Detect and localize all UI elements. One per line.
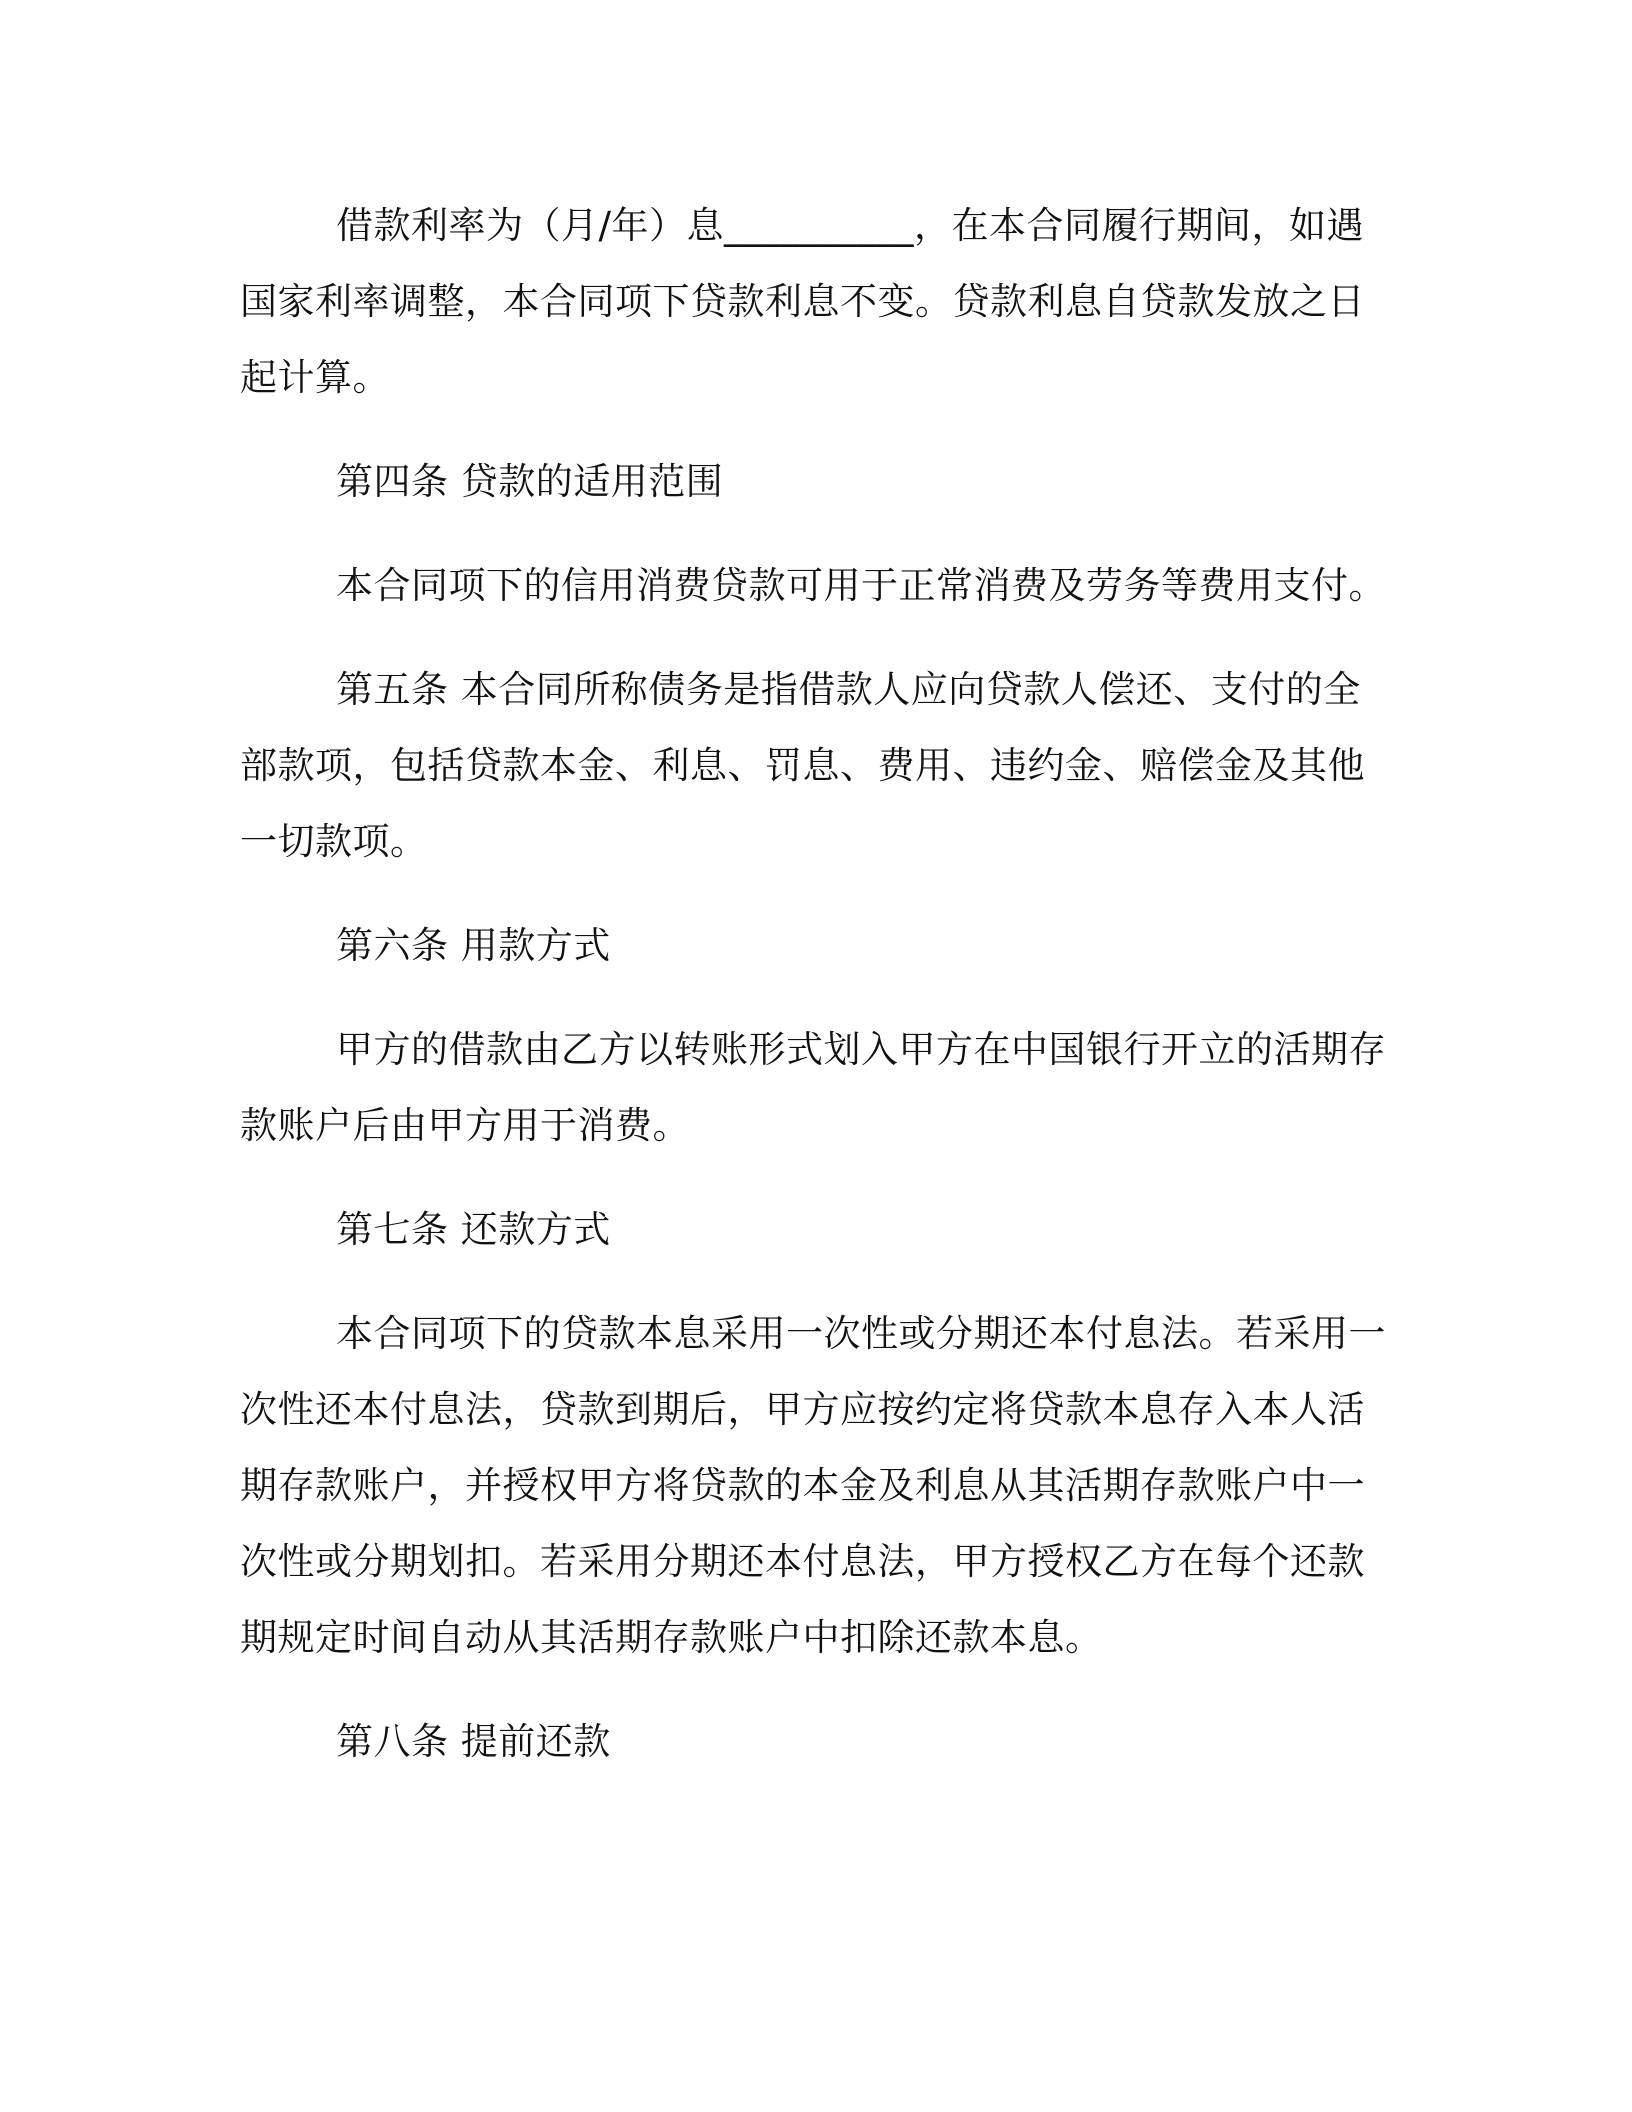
paragraph-article-5: 第五条 本合同所称债务是指借款人应向贷款人偿还、支付的全部款项，包括贷款本金、利息、罚息、费用、违约金、赔偿金及其他一切款项。 [240,668,1365,863]
document-body [240,188,1390,1780]
heading-article-4: 第四条 贷款的适用范围 [336,460,724,503]
paragraph-usage-method: 甲方的借款由乙方以转账形式划入甲方在中国银行开立的活期存款账户后由甲方用于消费。 [240,1028,1386,1147]
heading-article-6: 第六条 用款方式 [336,924,611,967]
heading-article-8: 第八条 提前还款 [336,1720,611,1763]
paragraph-loan-scope: 本合同项下的信用消费贷款可用于正常消费及劳务等费用支付。 [336,564,1386,607]
heading-article-7: 第七条 还款方式 [336,1208,611,1251]
paragraph-repayment-method: 本合同项下的贷款本息采用一次性或分期还本付息法。若采用一次性还本付息法，贷款到期后，甲方应按约定将贷款本息存入本人活期存款账户，并授权甲方将贷款的本金及利息从其活期存款账户中一次性或分期划扣。若采用分期还本付息法，甲方授权乙方在每个还款期规定时间自动从其活期存款账户中扣除还款本息。 [240,1312,1386,1659]
paragraph-interest-rate: 借款利率为（月/年）息__________，在本合同履行期间，如遇国家利率调整，本合同项下贷款利息不变。贷款利息自贷款发放之日起计算。 [240,204,1365,399]
